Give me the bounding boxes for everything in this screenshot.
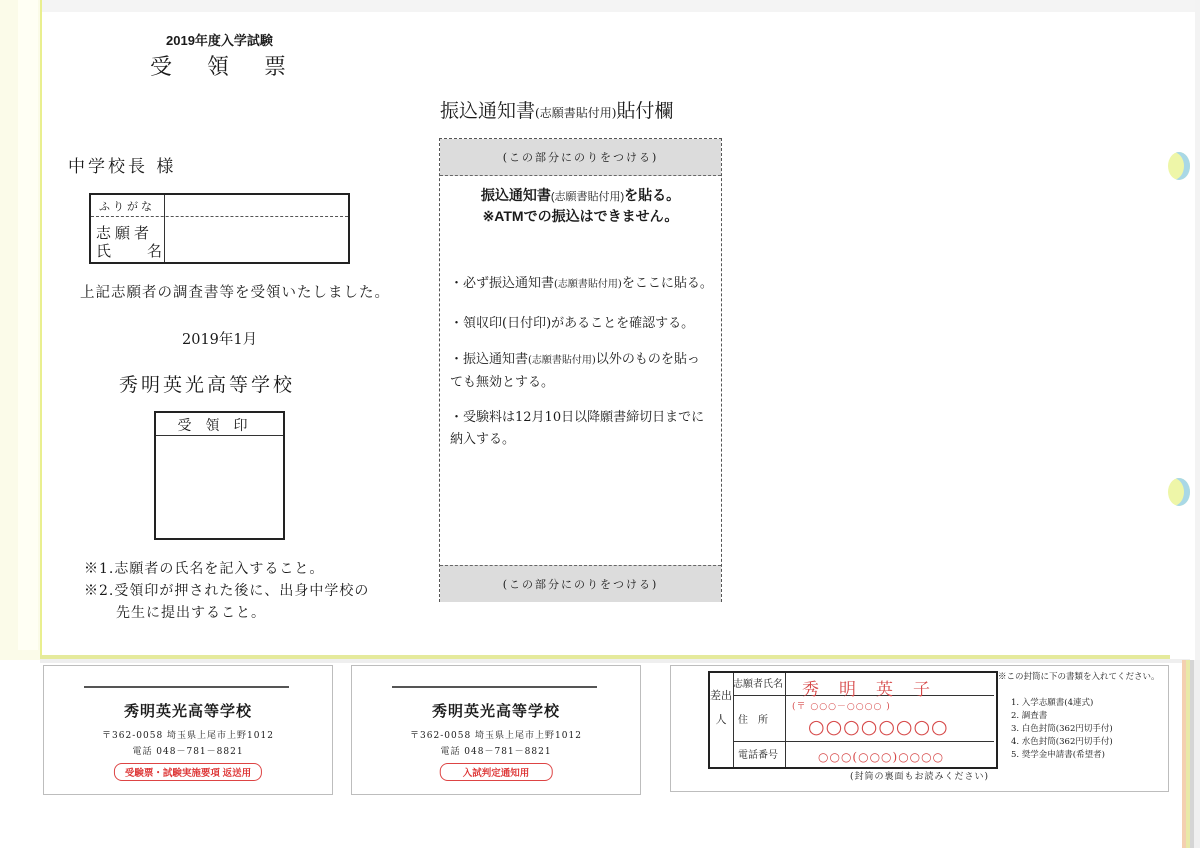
enclosure-item: 3. 白色封筒(362円切手付)	[1011, 724, 1113, 734]
note-item: ※2.受領印が押された後に、出身中学校の	[84, 583, 370, 599]
slip-instruction-text: ・必ず振込通知書	[450, 276, 555, 291]
furigana-label: ふりがな	[99, 200, 155, 213]
slip-heading	[440, 185, 721, 205]
envelope-phone: 電話 048－781－8821	[440, 747, 552, 757]
sender-phone-label: 電話番号	[738, 750, 778, 761]
note-item: 先生に提出すること。	[116, 605, 266, 621]
sheet-fold-shadow	[40, 659, 1190, 663]
envelope-school-name: 秀明英光高等学校	[123, 702, 252, 720]
envelope-address: 〒362-0058 埼玉県上尾市上野1012	[102, 731, 274, 741]
exam-year: 2019年度入学試験	[166, 33, 273, 48]
sender-address-label: 住所	[738, 715, 778, 726]
slip-instruction-sub: (志願書貼付用)	[528, 355, 596, 366]
slip-title-sub: (志願書貼付用)	[535, 106, 617, 120]
sheet-top-edge	[0, 0, 1200, 12]
envelope-purpose-badge: 受験票・試験実施要項 返送用	[114, 763, 262, 781]
sender-name-value: 秀明英子	[802, 680, 950, 700]
school-name: 秀明英光高等学校	[119, 374, 296, 396]
envelope-return	[43, 665, 333, 795]
sheet-left-inner-edge	[18, 0, 38, 650]
glue-band-top	[440, 139, 721, 176]
envelope-address: 〒362-0058 埼玉県上尾市上野1012	[410, 731, 582, 741]
received-sentence: 上記志願者の調査書等を受領いたしました。	[80, 285, 390, 301]
envelope-back-note: (封筒の裏面もお読みください)	[849, 772, 990, 782]
envelope-result	[351, 665, 641, 795]
slip-instruction-text: ・振込通知書	[450, 352, 529, 367]
applicant-name-box[interactable]	[89, 193, 350, 264]
sender-name-label: 志願者氏名	[733, 679, 783, 690]
slip-instruction-end: をここに貼る。	[621, 276, 713, 291]
binder-hole-top	[1168, 152, 1190, 180]
slip-title-end: 貼付欄	[616, 100, 674, 122]
sender-phone-value: ○○○(○○○)○○○○	[818, 750, 945, 764]
binder-hole-bottom	[1168, 478, 1190, 506]
slip-heading-main: 振込通知書	[480, 187, 551, 203]
seal-box-header-line	[156, 435, 283, 436]
glue-text-bottom: (この部分にのりをつける)	[502, 578, 659, 591]
enclosure-item: 4. 水色封筒(362円切手付)	[1011, 737, 1113, 747]
seal-label: 受領印	[177, 418, 262, 434]
name-label: 氏名	[96, 242, 199, 260]
atm-warning: ※ATMでの振込はできません。	[482, 208, 679, 224]
slip-instruction	[450, 407, 705, 451]
slip-attach-area[interactable]	[439, 138, 722, 602]
slip-instruction-text: ・受験料は12月10日以降願書締切日までに納入する。	[450, 410, 705, 447]
envelope-rule	[392, 686, 597, 688]
note-item: ※1.志願者の氏名を記入すること。	[84, 561, 325, 577]
enclosure-item: 2. 調査書	[1011, 711, 1048, 721]
enclosure-item: 1. 入学志願書(4連式)	[1011, 698, 1094, 708]
principal-line: 中学校長 様	[68, 157, 177, 177]
sender-address-value: ○○○○○○○○	[808, 716, 949, 738]
sheet-right-edge	[1195, 0, 1200, 660]
slip-instruction-text: ・領収印(日付印)があることを確認する。	[450, 316, 695, 331]
table-divider	[785, 673, 786, 767]
enclosure-item: 5. 奨学金申請書(希望者)	[1011, 750, 1105, 760]
slip-heading-sub: (志願書貼付用)	[550, 191, 625, 203]
seal-box[interactable]	[154, 411, 285, 540]
envelope-school-name: 秀明英光高等学校	[431, 702, 560, 720]
envelope-purpose-badge: 入試判定通知用	[440, 763, 553, 781]
envelope-phone: 電話 048－781－8821	[132, 747, 244, 757]
glue-text-top: (この部分にのりをつける)	[502, 151, 659, 164]
issue-date: 2019年1月	[182, 332, 258, 348]
sheet-right-stripes	[1182, 660, 1200, 848]
sender-side-label: 差出人	[710, 689, 732, 726]
sender-postal: (〒 ○○○－○○○○ )	[792, 702, 891, 712]
slip-title-main: 振込通知書	[440, 100, 536, 122]
slip-heading-end: を貼る。	[624, 187, 681, 203]
receipt-title: 受 領 票	[150, 55, 300, 80]
slip-instruction	[450, 313, 715, 335]
applicant-label: 志願者	[96, 224, 154, 242]
envelope-sender	[670, 665, 1169, 792]
slip-instruction-sub: (志願書貼付用)	[554, 279, 622, 290]
name-box-dashed-line	[91, 216, 348, 217]
slip-instruction	[450, 273, 715, 296]
slip-instruction	[450, 349, 705, 394]
glue-band-bottom	[440, 565, 721, 602]
table-divider	[733, 741, 994, 742]
slip-instruction-end: 以外のものを貼っても無効とする。	[450, 352, 700, 390]
slip-title	[440, 96, 673, 123]
enclosure-note-title: ※この封筒に下の書類を入れてください。	[998, 672, 1160, 682]
envelope-rule	[84, 686, 289, 688]
